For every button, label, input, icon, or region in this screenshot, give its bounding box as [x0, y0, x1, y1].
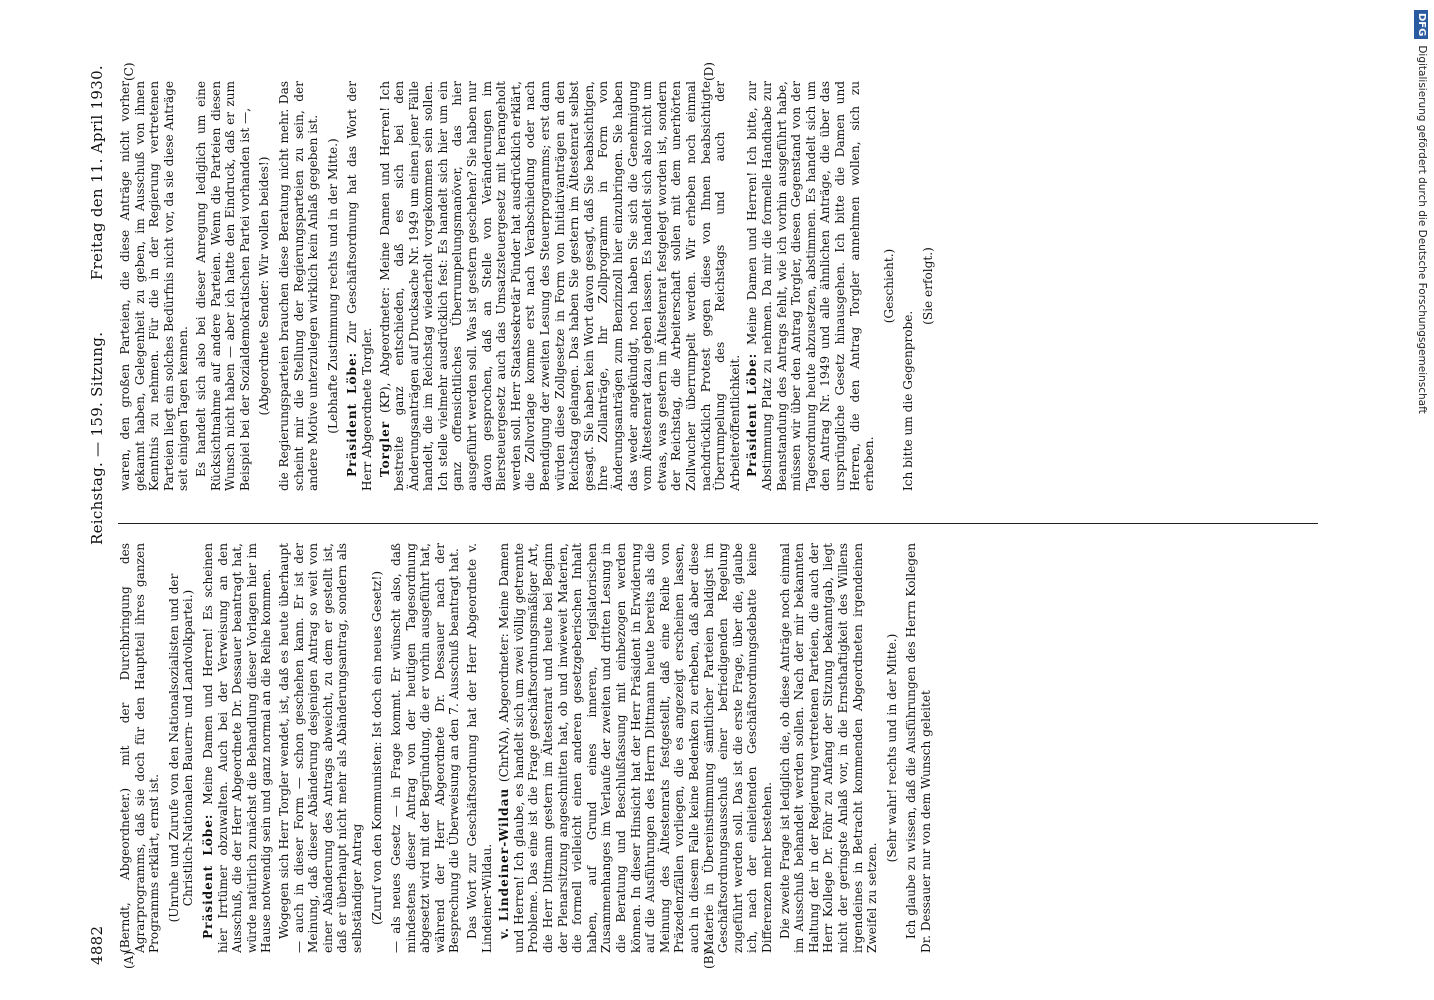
- paragraph-text: (Lebhafte Zustimmung rechts und in der Mitte.): [325, 138, 340, 434]
- paragraph-text: Zur Geschäftsordnung hat das Wort der Herr Abgeordnete Torgler.: [345, 81, 374, 491]
- paragraph-text: Meine Damen und Herren! Ich bitte, zur Abstimmung Platz zu nehmen. Da mir die formelle Handhabe zur Beanstandung des Antrags fehlt, wie ich vorhin ausgeführt habe, müssen wir über den Antrag Torgler, diesen Gegenstand von der Tagesordnung heute abzusetzen, abstimmen. Es handelt sich um den Antrag Nr. 1949 und alle ähnlichen Anträge, die über das ursprüngliche Gesetz hinausgehen. Ich bitte die Damen und Herren, die den Antrag Torgler annehmen wollen, sich zu erheben.: [745, 81, 877, 491]
- paragraph: [465, 543, 494, 953]
- interjection: [167, 563, 196, 933]
- paragraph-text: (Zuruf von den Kommunisten: Ist doch ein neues Gesetz!): [369, 570, 384, 926]
- paragraph: [345, 81, 374, 491]
- paragraph: [778, 543, 880, 953]
- column-divider: [118, 523, 1318, 524]
- paragraph-text: (Sehr wahr! rechts und in der Mitte.): [884, 633, 899, 863]
- page-header: [82, 65, 112, 965]
- paragraph-text: waren, den großen Parteien, die diese Anträge nicht vorher gekannt haben, Gelegenheit zu geben, im Ausschuß von ihnen Kenntnis zu nehmen. Für die in der Regierung vertretenen Parteien liegt ein solches Bedürfnis nicht vor, da sie diese Anträge seit einigen Tagen kennen.: [118, 81, 191, 491]
- paragraph: [201, 543, 274, 953]
- paragraph-text: Ich bitte um die Gegenprobe.: [901, 310, 916, 491]
- paragraph-text: Ich glaube zu wissen, daß die Ausführungen des Herrn Kollegen Dr. Dessauer nur von dem Wunsch geleitet: [904, 543, 933, 953]
- margin-mark-a: (A): [122, 950, 136, 969]
- paragraph-text: (Berndt, Abgeordneter.) mit der Durchbringung des Agrarprogramms, daß sie doch für den Hauptteil ihres ganzen Programms erklärt, ernst ist.: [118, 543, 162, 953]
- interjection: [257, 101, 272, 471]
- paragraph: [277, 81, 321, 491]
- paragraph-text: (Geschieht.): [881, 248, 896, 324]
- paragraph: [277, 543, 365, 953]
- right-column: [118, 81, 1378, 491]
- paragraph: [118, 543, 162, 953]
- paragraph-text: (Unruhe und Zurufe von den Nationalsozialisten und der Christlich-Nationalen Bauern- und Landvolkpartei.): [166, 573, 196, 923]
- interjection: [370, 563, 385, 933]
- speaker-name: v. Lindeiner-Wildau: [497, 782, 512, 939]
- paragraph: [497, 543, 774, 953]
- rotated-page-content: [82, 62, 1412, 969]
- interjection: [882, 101, 897, 471]
- paragraph-text: Das Wort zur Geschäftsordnung hat der Herr Abgeordnete v. Lindeiner-Wildau.: [465, 543, 494, 953]
- paragraph-text: die Regierungsparteien brauchen diese Beratung nicht mehr. Das scheint mir die Stellung der Regierungsparteien zu sein, der andere Motive unterzulegen wirklich kein Anlaß gegeben ist.: [276, 81, 321, 491]
- left-column: [118, 543, 1378, 953]
- page-number: 4882: [88, 925, 106, 965]
- speaker-name: Präsident Löbe:: [745, 345, 760, 477]
- dfg-logo: DFG: [1414, 10, 1428, 39]
- margin-mark-b: (B): [702, 950, 716, 969]
- paragraph-text: (Abgeordnete Sender: Wir wollen beides!): [257, 156, 272, 416]
- paragraph: [118, 81, 191, 491]
- speaker-name: Präsident Löbe:: [345, 343, 360, 477]
- paragraph: [389, 543, 462, 953]
- paragraph-text: Wogegen sich Herr Torgler wendet, ist, daß es heute überhaupt — auch in dieser Form — schon geschehen kann. Er ist der Meinung, daß dieser Abänderung desjenigen Antrag so weit von einer Abänderung des Antrags abweicht, zu dem er gestellt ist, daß er überhaupt nicht mehr als Abänderungsantrag, sondern als selbständiger Antrag: [276, 543, 364, 953]
- dfg-credit-text: Digitalisierung gefördert durch die Deutsche Forschungsgemeinschaft: [1416, 45, 1428, 414]
- paragraph-text: — als neues Gesetz — in Frage kommt. Er wünscht also, daß mindestens dieser Antrag von der heutigen Tagesordnung abgesetzt wird mit der Begründung, die er vorhin ausgeführt hat, während der Herr Abgeordnete Dr. Dessauer nach der Besprechung die Überweisung an den 7. Ausschuß beantragt hat.: [389, 543, 462, 953]
- session-date: Freitag den 11. April 1930.: [88, 65, 106, 281]
- session-title: Reichstag. — 159. Sitzung.: [88, 331, 106, 545]
- interjection: [885, 563, 900, 933]
- paragraph: [745, 81, 876, 491]
- margin-mark-d: (D): [702, 62, 716, 81]
- speaker-name: Präsident Löbe:: [200, 804, 215, 939]
- paragraph: [901, 81, 916, 491]
- paragraph: [378, 81, 743, 491]
- paragraph-text: (Sie erfolgt.): [920, 247, 935, 325]
- paragraph: [904, 543, 933, 953]
- paragraph-text: (KP), Abgeordneter: Meine Damen und Herren! Ich bestreite ganz entschieden, daß es sich bei den Änderungsanträgen auf Drucksache Nr. 1949 um einen jener Fälle handelt, die im Reichstag wiederholt vorgekommen sein sollen. Ich stelle vielmehr ausdrücklich fest: Es handelt sich hier um ein ganz offensichtliches Überrumpelungsmanöver, das hier ausgeführt werden soll. Was ist gestern geschehen? Sie haben nur davon gesprochen, daß an Stelle von Veränderungen im Biersteuergesetz auch das Umsatzsteuergesetz mit herangeholt werden soll. Herr Staatssekretär Pünder hat ausdrücklich erklärt, die Zollvorlage komme erst nach Verabschiedung oder nach Beendigung der zweiten Lesung des Steuerprogramms; erst dann würden diese Zollgesetze in Form von Initiativanträgen an den Reichstag gelangen. Das haben Sie gestern im Ältestenrat selbst gesagt. Sie haben kein Wort davon gesagt, daß Sie beabsichtigen, Ihre Zollanträge, Ihr Zollprogramm in Form von Änderungsanträgen zum Benzinzoll hier einzubringen. Sie haben das weder angekündigt, noch haben Sie sich die Genehmigung vom Ältestenrat dazu geben lassen. Es handelt sich also nicht um etwas, was gestern im Ältestenrat festgelegt worden ist, sondern der Reichstag, die Arbeiterschaft sollen mit dem unerhörten Zollwucher überrumpelt werden. Wir erheben noch einmal nachdrücklich Protest gegen diese von Ihnen beabsichtigte Überrumpelung des Reichstags und auch der Arbeiteröffentlichkeit.: [377, 81, 742, 491]
- paragraph-text: (ChrNA), Abgeordneter: Meine Damen und Herren! Ich glaube, es handelt sich um zwei völlig getrennte Probleme. Das eine ist die Frage geschäftsordnungsmäßiger Art, die Herr Dittmann gestern im Ältestenrat und heute bei Beginn der Plenarsitzung angeschnitten hat, ob und inwieweit Materien, die formell vielleicht einen anderen gesetzgeberischen Inhalt haben, auf Grund eines inneren, legislatorischen Zusammenhanges im Verlaufe der zweiten und dritten Lesung in die Beratung und Beschlußfassung mit einbezogen werden können. In dieser Hinsicht hat der Herr Präsident in Erwiderung auf die Ausführungen des Herrn Dittmann heute bereits als die Meinung des Ältestenrats festgestellt, daß eine Reihe von Präzedenzfällen vorliegen, die es angezeigt erscheinen lassen, auch in diesem Falle keine Bedenken zu erheben, daß aber diese Materie in Übereinstimmung sämtlicher Parteien baldigst im Geschäftsordnungsausschuß einer befriedigenden Regelung zugeführt werden soll. Das ist die erste Frage, über die, glaube ich, nach der einleitenden Geschäftsordnungsdebatte keine Differenzen mehr bestehen.: [497, 543, 774, 953]
- paragraph: [194, 81, 252, 491]
- margin-mark-c: (C): [122, 62, 136, 81]
- interjection: [326, 101, 341, 471]
- dfg-sidebar: [1412, 10, 1432, 750]
- paragraph-text: Die zweite Frage ist lediglich die, ob diese Anträge noch einmal im Ausschuß behandelt werden sollen. Nach der mir bekannten Haltung der in der Regierung vertretenen Parteien, die auch der Herr Kollege Dr. Föhr zu Anfang der Sitzung bekanntgab, liegt nicht der geringste Anlaß vor, in die Ernsthaftigkeit des Willens irgendeines in Betracht kommenden Abgeordneten irgendeinen Zweifel zu setzen.: [777, 543, 880, 953]
- paragraph-text: Es handelt sich also bei dieser Anregung lediglich um eine Rücksichtnahme auf andere Parteien. Wenn die Parteien diesen Wunsch nicht haben — aber ich hatte den Eindruck, daß er zum Beispiel bei der Sozialdemokratischen Partei vorhanden ist —,: [193, 81, 252, 491]
- speaker-name: Torgler: [377, 412, 392, 477]
- interjection: [921, 101, 936, 471]
- paragraph-text: Meine Damen und Herren! Es scheinen hier Irrtümer obzuwalten. Auch bei der Verweisung an den Ausschuß, die der Herr Abgeordnete Dr. Dessauer beantragt hat, würde natürlich zunächst die Behandlung dieser Vorlagen hier im Hause notwendig sein und ganz normal an die Reihe kommen.: [200, 543, 274, 953]
- dfg-credit: [1412, 10, 1432, 750]
